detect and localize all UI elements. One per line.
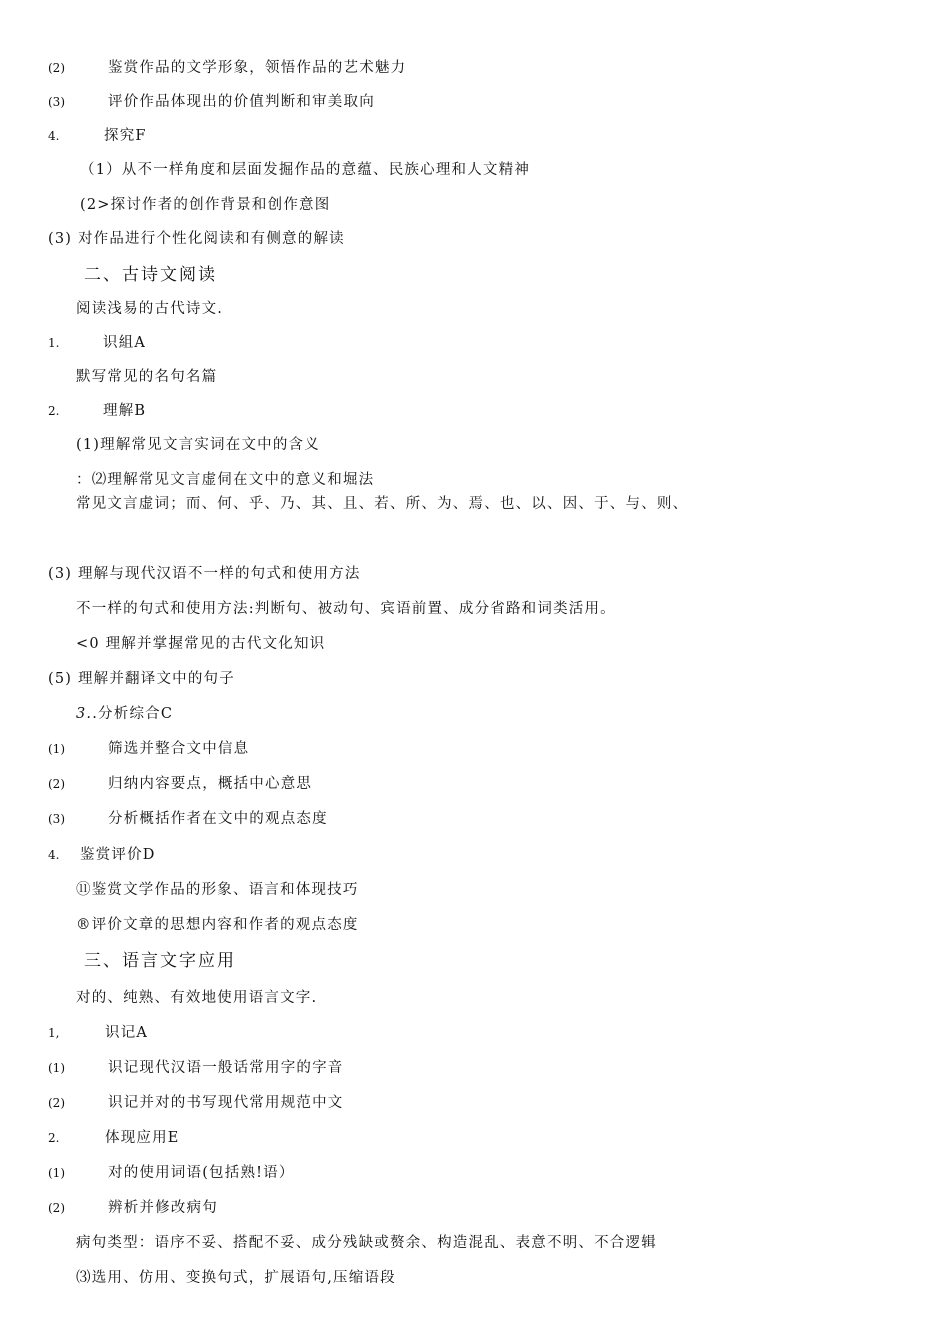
item-number: 2. xyxy=(48,1131,60,1145)
item-number: 4. xyxy=(48,848,60,862)
item-text: 识組A xyxy=(103,335,147,351)
list-item xyxy=(48,1094,344,1112)
list-item xyxy=(48,1059,344,1077)
body-text: 不一样的句式和使用方法:判断句、被动句、宾语前置、成分省路和词类活用。 xyxy=(76,601,616,617)
item-number: (2) xyxy=(48,1201,65,1215)
section-heading: 二、古诗文阅读 xyxy=(84,265,217,285)
list-item xyxy=(48,1129,180,1147)
list-item: (5) 理解并翻译文中的句子 xyxy=(48,671,235,687)
item-number: 4. xyxy=(48,129,60,143)
section-intro: 阅读浅易的古代诗文. xyxy=(76,301,224,317)
list-item xyxy=(48,1199,218,1217)
item-text: 归纳内容要点，概括中心意思 xyxy=(108,776,313,792)
list-item xyxy=(48,775,313,793)
item-number: (3) xyxy=(48,95,65,109)
item-text: 体现应用E xyxy=(105,1130,180,1146)
item-text: .分析综合C xyxy=(92,706,174,722)
item-text: 探究F xyxy=(104,128,147,144)
body-text: 默写常见的名句名篇 xyxy=(76,369,218,385)
list-item: (1)理解常见文言实词在文中的含义 xyxy=(76,437,320,453)
item-text: 对的使用词语(包括熟!语） xyxy=(108,1165,295,1181)
list-item: ：⑵理解常见文言虚伺在文中的意义和堀法 xyxy=(76,472,375,488)
list-item xyxy=(48,93,375,111)
section-heading: 三、语言文字应用 xyxy=(84,951,236,971)
item-text: 理解B xyxy=(103,403,147,419)
body-text: 常见文言虚词；而、何、乎、乃、其、且、若、所、为、焉、也、以、因、于、与、则、 xyxy=(76,496,689,512)
list-item xyxy=(48,59,407,77)
list-item xyxy=(48,402,147,420)
list-item xyxy=(48,810,328,828)
item-text: 辨析并修改病句 xyxy=(108,1200,218,1216)
list-item xyxy=(48,740,250,758)
item-text: 鉴赏作品的文学形象，领悟作品的艺术魅力 xyxy=(108,60,407,76)
item-number: (1) xyxy=(48,1166,65,1180)
section-intro: 对的、纯熟、有效地使用语言文字. xyxy=(76,990,318,1006)
list-item xyxy=(48,846,156,864)
list-item xyxy=(76,705,173,723)
list-item: ®评价文章的思想内容和作者的观点态度 xyxy=(76,917,359,933)
item-text: 识记现代汉语一般话常用字的字音 xyxy=(108,1060,344,1076)
list-item: ⑶选用、仿用、变换句式，扩展语句,压缩语段 xyxy=(76,1270,396,1286)
list-item: (3) 理解与现代汉语不一样的句式和使用方法 xyxy=(48,566,361,582)
list-item xyxy=(48,1164,295,1182)
item-text: 识记A xyxy=(105,1025,149,1041)
item-number: 1, xyxy=(48,1026,60,1040)
item-number: (2) xyxy=(48,1096,65,1110)
item-number: 2. xyxy=(48,404,60,418)
item-number: (1) xyxy=(48,742,65,756)
item-number: (2) xyxy=(48,61,65,75)
list-item xyxy=(48,334,147,352)
body-text: 病句类型：语序不妥、搭配不妥、成分残缺或赘余、构造混乱、表意不明、不合逻辑 xyxy=(76,1235,657,1251)
list-item: <0 理解并掌握常见的古代文化知识 xyxy=(76,636,326,652)
item-number: 3. xyxy=(76,706,93,722)
item-number: (2) xyxy=(48,777,65,791)
list-item: ⑪鉴赏文学作品的形象、语言和体现技巧 xyxy=(76,882,359,898)
item-number: 1. xyxy=(48,336,60,350)
item-text: 评价作品体现出的价值判断和审美取向 xyxy=(108,94,375,110)
list-item xyxy=(48,127,147,145)
list-item: (3) 对作品进行个性化阅读和有侧意的解读 xyxy=(48,231,345,247)
item-text: 鉴赏评价D xyxy=(80,847,156,863)
list-item: （1）从不一样角度和层面发掘作品的意蕴、民族心理和人文精神 xyxy=(80,162,531,178)
item-number: (1) xyxy=(48,1061,65,1075)
item-number: (3) xyxy=(48,812,65,826)
list-item: (2>探讨作者的创作背景和创作意图 xyxy=(80,197,331,213)
item-text: 分析概括作者在文中的观点态度 xyxy=(108,811,328,827)
item-text: 筛选并整合文中信息 xyxy=(108,741,250,757)
item-text: 识记并对的书写现代常用规范中文 xyxy=(108,1095,344,1111)
list-item xyxy=(48,1024,149,1042)
